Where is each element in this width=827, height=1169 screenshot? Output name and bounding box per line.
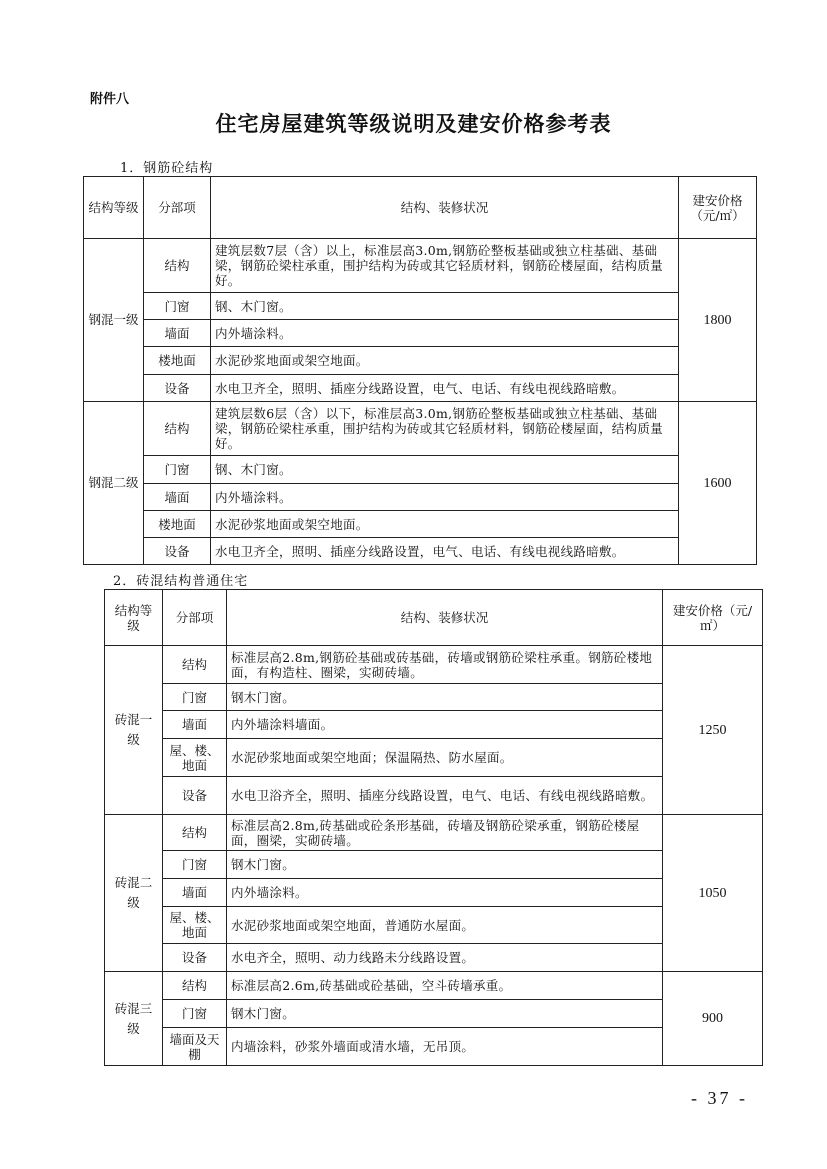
price-cell: 1800 — [679, 239, 757, 402]
item-cell: 楼地面 — [144, 511, 211, 538]
desc-cell: 建筑层数7层（含）以上，标准层高3.0m,钢筋砼整板基础或独立柱基础、基础梁，钢筋砼梁柱承重，围护结构为砖或其它轻质材料，钢筋砼楼屋面，结构质量好。 — [211, 239, 679, 293]
page-title: 住宅房屋建筑等级说明及建安价格参考表 — [215, 112, 612, 136]
header-price: 建安价格（元/㎡） — [663, 590, 763, 646]
attachment-label: 附件八 — [90, 92, 130, 107]
item-cell: 结构 — [163, 972, 227, 1000]
desc-cell: 水泥砂浆地面或架空地面；保温隔热、防水屋面。 — [227, 739, 663, 777]
header-desc: 结构、装修状况 — [211, 177, 679, 239]
desc-cell: 水电卫浴齐全，照明、插座分线路设置，电气、电话、有线电视线路暗敷。 — [227, 777, 663, 815]
desc-cell: 水泥砂浆地面或架空地面。 — [211, 511, 679, 538]
table-row — [84, 375, 757, 402]
item-cell: 墙面 — [163, 711, 227, 739]
rc-structure-table — [83, 176, 757, 565]
item-cell: 门窗 — [144, 293, 211, 320]
desc-cell: 水泥砂浆地面或架空地面。 — [211, 347, 679, 375]
desc-cell: 标准层高2.6m,砖基础或砼基础，空斗砖墙承重。 — [227, 972, 663, 1000]
header-desc: 结构、装修状况 — [227, 590, 663, 646]
desc-cell: 水电卫齐全，照明、插座分线路设置，电气、电话、有线电视线路暗敷。 — [211, 538, 679, 565]
item-cell: 楼地面 — [144, 347, 211, 375]
desc-cell: 内外墙涂料墙面。 — [227, 711, 663, 739]
desc-cell: 内外墙涂料。 — [227, 879, 663, 907]
brick-concrete-table — [104, 589, 763, 1066]
section1-heading: 1．钢筋砼结构 — [120, 161, 214, 176]
desc-cell: 水电卫齐全，照明、插座分线路设置，电气、电话、有线电视线路暗敷。 — [211, 375, 679, 402]
desc-cell: 钢、木门窗。 — [211, 456, 679, 484]
desc-cell: 标准层高2.8m,钢筋砼基础或砖基础，砖墙或钢筋砼梁柱承重。钢筋砼楼地面，有构造柱、圈梁，实砌砖墙。 — [227, 646, 663, 684]
table-row — [84, 320, 757, 347]
desc-cell: 内墙涂料，砂浆外墙面或清水墙，无吊顶。 — [227, 1028, 663, 1066]
grade-cell: 钢混一级 — [84, 239, 144, 402]
price-cell: 900 — [663, 972, 763, 1066]
item-cell: 结构 — [144, 239, 211, 293]
section2-heading: 2．砖混结构普通住宅 — [113, 574, 249, 589]
item-cell: 结构 — [163, 815, 227, 851]
item-cell: 屋、楼、地面 — [163, 739, 227, 777]
table-row — [105, 972, 763, 1000]
desc-cell: 标准层高2.8m,砖基础或砼条形基础，砖墙及钢筋砼梁承重，钢筋砼楼屋面，圈梁，实砌砖墙。 — [227, 815, 663, 851]
header-price: 建安价格（元/㎡） — [679, 177, 757, 239]
desc-cell: 钢木门窗。 — [227, 851, 663, 879]
table-row — [105, 646, 763, 684]
item-cell: 墙面 — [163, 879, 227, 907]
price-cell: 1600 — [679, 402, 757, 565]
item-cell: 设备 — [144, 538, 211, 565]
grade-cell: 砖混一级 — [105, 646, 163, 815]
grade-cell: 砖混二级 — [105, 815, 163, 972]
page-number: - 37 - — [691, 1088, 748, 1108]
table-row — [84, 347, 757, 375]
table-row — [84, 402, 757, 456]
header-item: 分部项 — [144, 177, 211, 239]
price-cell: 1250 — [663, 646, 763, 815]
item-cell: 墙面及天棚 — [163, 1028, 227, 1066]
desc-cell: 钢木门窗。 — [227, 684, 663, 711]
item-cell: 门窗 — [163, 1000, 227, 1028]
table-row — [84, 484, 757, 511]
item-cell: 屋、楼、地面 — [163, 907, 227, 944]
table-row — [84, 538, 757, 565]
table-row — [105, 815, 763, 851]
item-cell: 门窗 — [163, 851, 227, 879]
grade-cell: 砖混三级 — [105, 972, 163, 1066]
table-row — [84, 456, 757, 484]
table-row — [84, 511, 757, 538]
item-cell: 设备 — [144, 375, 211, 402]
grade-cell: 钢混二级 — [84, 402, 144, 565]
item-cell: 设备 — [163, 777, 227, 815]
price-cell: 1050 — [663, 815, 763, 972]
item-cell: 门窗 — [163, 684, 227, 711]
desc-cell: 水电齐全，照明、动力线路未分线路设置。 — [227, 944, 663, 972]
header-grade: 结构等级 — [84, 177, 144, 239]
item-cell: 墙面 — [144, 484, 211, 511]
header-grade: 结构等级 — [105, 590, 163, 646]
table-row — [84, 293, 757, 320]
desc-cell: 内外墙涂料。 — [211, 320, 679, 347]
desc-cell: 水泥砂浆地面或架空地面，普通防水屋面。 — [227, 907, 663, 944]
header-item: 分部项 — [163, 590, 227, 646]
item-cell: 墙面 — [144, 320, 211, 347]
desc-cell: 钢木门窗。 — [227, 1000, 663, 1028]
item-cell: 结构 — [144, 402, 211, 456]
item-cell: 设备 — [163, 944, 227, 972]
item-cell: 结构 — [163, 646, 227, 684]
desc-cell: 钢、木门窗。 — [211, 293, 679, 320]
table-row — [84, 239, 757, 293]
desc-cell: 建筑层数6层（含）以下，标准层高3.0m,钢筋砼整板基础或独立柱基础、基础梁，钢筋砼梁柱承重，围护结构为砖或其它轻质材料，钢筋砼楼屋面，结构质量好。 — [211, 402, 679, 456]
item-cell: 门窗 — [144, 456, 211, 484]
desc-cell: 内外墙涂料。 — [211, 484, 679, 511]
